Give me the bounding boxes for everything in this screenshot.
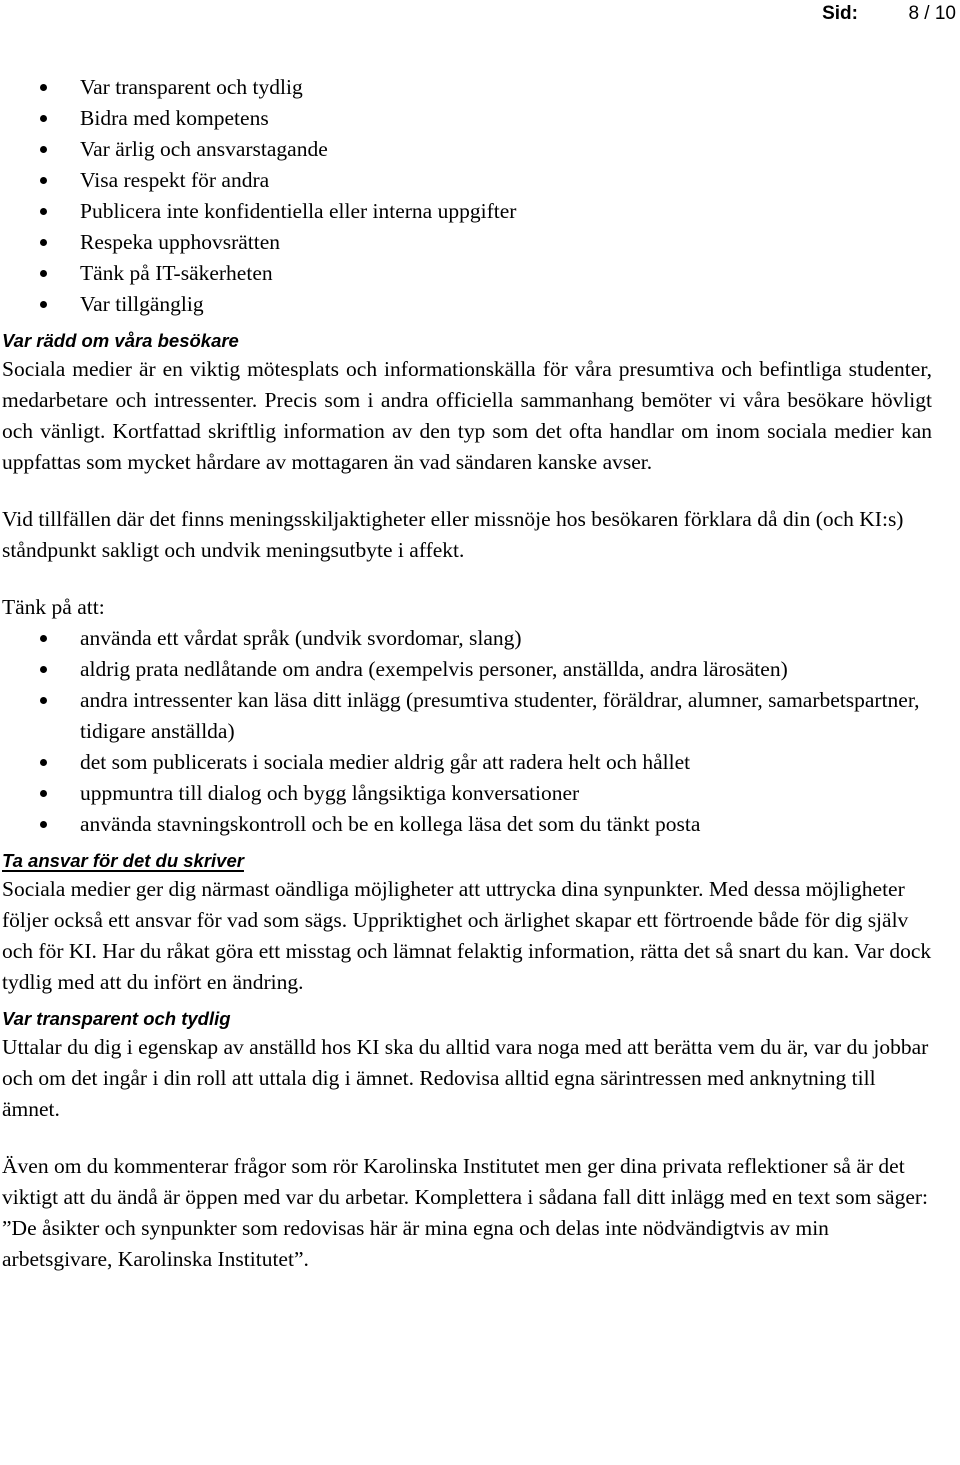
- list-item: Var ärlig och ansvarstagande: [2, 134, 932, 165]
- page-number-value: 8 / 10: [908, 3, 956, 24]
- bullet-icon: [40, 635, 47, 642]
- bullet-icon: [40, 790, 47, 797]
- list-item: Var tillgänglig: [2, 289, 932, 320]
- list-item: Tänk på IT-säkerheten: [2, 258, 932, 289]
- bullet-icon: [40, 270, 47, 277]
- bullet-icon: [40, 239, 47, 246]
- list-item: Visa respekt för andra: [2, 165, 932, 196]
- section-heading-visitors: Var rädd om våra besökare: [2, 330, 239, 351]
- bullet-icon: [40, 301, 47, 308]
- list-item: använda ett vårdat språk (undvik svordomar, slang): [2, 623, 932, 654]
- bullet-icon: [40, 666, 47, 673]
- bullet-icon: [40, 84, 47, 91]
- bullet-icon: [40, 697, 47, 704]
- visitors-paragraph-2: Vid tillfällen där det finns meningsskiljaktigheter eller missnöje hos besökaren förklara då din (och KI:s) ståndpunkt sakligt och undvik meningsutbyte i affekt.: [2, 507, 904, 562]
- list-item: använda stavningskontroll och be en kollega läsa det som du tänkt posta: [2, 809, 932, 840]
- bullet-icon: [40, 146, 47, 153]
- page-number-label: Sid:: [822, 3, 858, 24]
- transparent-paragraph-2: Även om du kommenterar frågor som rör Karolinska Institutet men ger dina privata reflektioner så är det viktigt att du ändå är öppen med var du arbetar. Komplettera i sådana fall ditt inlägg med en text som säger: ”De åsikter och synpunkter som redovisas här är mina egna och delas inte nödvändigtvis av min arbetsgivare, Karolinska Institutet”.: [2, 1154, 929, 1271]
- visitors-paragraph-1: Sociala medier är en viktig mötesplats och informationskälla för våra presumtiva och befintliga studenter, medarbetare och intressenter. Precis som i andra officiella sammanhang bemöter vi våra besökare hövligt och vänligt. Kortfattad skriftlig information av den typ som det ofta handlar om inom sociala medier kan uppfattas som mycket hårdare av mottagaren än vad sändaren kanske avser.: [2, 357, 932, 474]
- bullet-icon: [40, 177, 47, 184]
- section-heading-transparent: Var transparent och tydlig: [2, 1008, 231, 1029]
- list-item: Respeka upphovsrätten: [2, 227, 932, 258]
- bullet-icon: [40, 821, 47, 828]
- think-label: Tänk på att:: [2, 595, 105, 619]
- list-item: Publicera inte konfidentiella eller interna uppgifter: [2, 196, 932, 227]
- list-item: Var transparent och tydlig: [2, 72, 932, 103]
- think-list: [2, 623, 932, 840]
- list-item: uppmuntra till dialog och bygg långsiktiga konversationer: [2, 778, 932, 809]
- transparent-paragraph-1: Uttalar du dig i egenskap av anställd hos KI ska du alltid vara noga med att berätta vem du är, var du jobbar och om det ingår i din roll att uttala dig i ämnet. Redovisa alltid egna särintressen med anknytning till ämnet.: [2, 1035, 929, 1121]
- bullet-icon: [40, 759, 47, 766]
- document-body: [2, 70, 932, 1275]
- list-item: andra intressenter kan läsa ditt inlägg (presumtiva studenter, föräldrar, alumner, samarbetspartner, tidigare anställda): [2, 685, 932, 747]
- section-heading-responsibility: Ta ansvar för det du skriver: [2, 850, 244, 871]
- responsibility-paragraph: Sociala medier ger dig närmast oändliga möjligheter att uttrycka dina synpunkter. Med dessa möjligheter följer också ett ansvar för vad som sägs. Uppriktighet och ärlighet skapar ett förtroende både för dig själv och för KI. Har du råkat göra ett misstag och lämnat felaktig information, rätta det så snart du kan. Var dock tydlig med att du infört en ändring.: [2, 877, 932, 994]
- list-item: aldrig prata nedlåtande om andra (exempelvis personer, anställda, andra lärosäten): [2, 654, 932, 685]
- page-header: [660, 2, 960, 26]
- list-item: det som publicerats i sociala medier aldrig går att radera helt och hållet: [2, 747, 932, 778]
- list-item: Bidra med kompetens: [2, 103, 932, 134]
- bullet-icon: [40, 208, 47, 215]
- principles-list: [2, 72, 932, 320]
- bullet-icon: [40, 115, 47, 122]
